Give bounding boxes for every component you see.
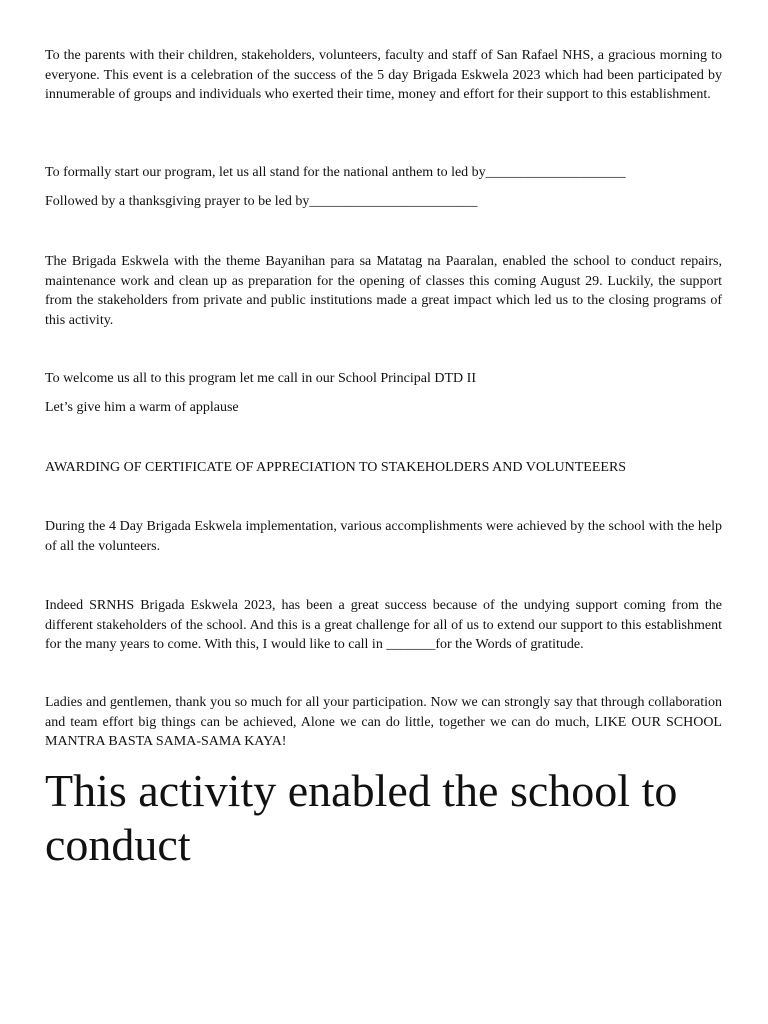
applause-line: Let’s give him a warm of applause	[45, 400, 239, 415]
anthem-line: To formally start our program, let us all stand for the national anthem to led by____________________	[45, 165, 626, 180]
opening-paragraph: To the parents with their children, stakeholders, volunteers, faculty and staff of San Rafael NHS, a gracious morning to everyone. This event is a celebration of the success of the 5 day Brigada Eskwela 2023 which had been participated by innumerable of groups and individuals who exerted their time, money and effort for their support to this establishment.	[45, 48, 722, 102]
prayer-line: Followed by a thanksgiving prayer to be led by________________________	[45, 194, 478, 209]
awarding-heading: AWARDING OF CERTIFICATE OF APPRECIATION TO STAKEHOLDERS AND VOLUNTEEERS	[45, 460, 627, 475]
large-heading-text: This activity enabled the school to conduct	[45, 765, 678, 870]
gratitude-paragraph: Indeed SRNHS Brigada Eskwela 2023, has been a great success because of the undying support coming from the different stakeholders of the school. And this is a great challenge for all of us to extend our support to this establishment for the many years to come. With this, I would like to call in _______for the Words of gratitude.	[45, 598, 722, 652]
theme-paragraph: The Brigada Eskwela with the theme Bayanihan para sa Matatag na Paaralan, enabled the school to conduct repairs, maintenance work and clean up as preparation for the opening of classes this coming August 29. Luckily, the support from the stakeholders from private and public institutions made a great impact which led us to the closing programs of this activity.	[45, 254, 722, 328]
closing-paragraph: Ladies and gentlemen, thank you so much for all your participation. Now we can strongly say that through collaboration and team effort big things can be achieved, Alone we can do little, together we can do much, LIKE OUR SCHOOL MANTRA BASTA SAMA-SAMA KAYA!	[45, 695, 722, 749]
welcome-line: To welcome us all to this program let me call in our School Principal DTD II	[45, 371, 476, 386]
accomplishments-paragraph: During the 4 Day Brigada Eskwela implementation, various accomplishments were achieved by the school with the help of all the volunteers.	[45, 519, 722, 554]
